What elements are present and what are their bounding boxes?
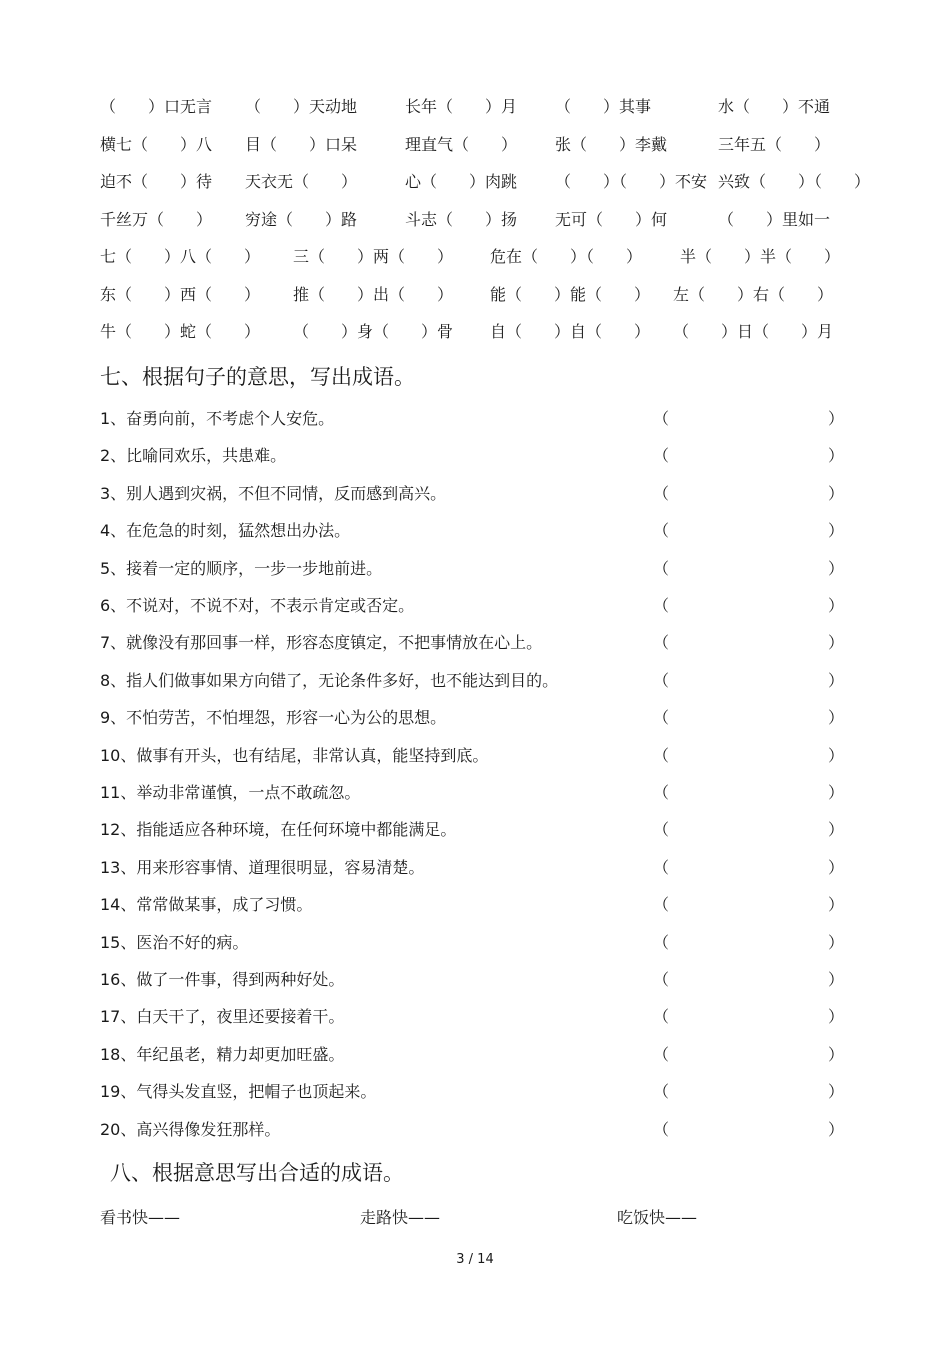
answer-open-paren[interactable]: （ [653,559,670,578]
answer-close-paren: ） [828,933,845,952]
prompt-read-fast: 看书快—— [100,1208,181,1227]
idiom-blank[interactable]: 兴致（ ）（ ） [718,172,871,191]
idiom-blank[interactable]: 推（ ）出（ ） [293,285,454,304]
prompt-walk-fast: 走路快—— [360,1208,441,1227]
answer-open-paren[interactable]: （ [653,1120,670,1139]
idiom-blank[interactable]: 三年五（ ） [718,135,831,154]
answer-close-paren: ） [828,446,845,465]
answer-open-paren[interactable]: （ [653,671,670,690]
question-item: 20、高兴得像发狂那样。 [100,1120,281,1139]
question-item: 15、医治不好的病。 [100,933,249,952]
answer-open-paren[interactable]: （ [653,484,670,503]
idiom-blank[interactable]: 斗志（ ）扬 [405,210,518,229]
question-item: 12、指能适应各种环境，在任何环境中都能满足。 [100,820,457,839]
answer-close-paren: ） [828,596,845,615]
idiom-blank[interactable]: 水（ ）不通 [718,97,831,116]
answer-open-paren[interactable]: （ [653,446,670,465]
idiom-blank[interactable]: 半（ ）半（ ） [680,247,841,266]
prompt-eat-fast: 吃饭快—— [617,1208,698,1227]
page-number: 3 / 14 [456,1252,494,1267]
answer-open-paren[interactable]: （ [653,1007,670,1026]
question-item: 2、比喻同欢乐，共患难。 [100,446,287,465]
question-item: 9、不怕劳苦，不怕埋怨，形容一心为公的思想。 [100,708,447,727]
answer-close-paren: ） [828,1045,845,1064]
answer-open-paren[interactable]: （ [653,1082,670,1101]
answer-open-paren[interactable]: （ [653,820,670,839]
idiom-blank[interactable]: （ ）日（ ）月 [673,322,834,341]
question-item: 14、常常做某事，成了习惯。 [100,895,313,914]
question-item: 8、指人们做事如果方向错了，无论条件多好，也不能达到目的。 [100,671,559,690]
answer-close-paren: ） [828,970,845,989]
idiom-blank[interactable]: 长年（ ）月 [405,97,518,116]
idiom-blank[interactable]: 千丝万（ ） [100,210,213,229]
idiom-blank[interactable]: 三（ ）两（ ） [293,247,454,266]
idiom-blank[interactable]: 能（ ）能（ ） [490,285,651,304]
idiom-blank[interactable]: （ ）口无言 [100,97,213,116]
idiom-blank[interactable]: 心（ ）肉跳 [405,172,518,191]
answer-open-paren[interactable]: （ [653,596,670,615]
answer-open-paren[interactable]: （ [653,633,670,652]
question-item: 11、举动非常谨慎，一点不敢疏忽。 [100,783,361,802]
idiom-blank[interactable]: 横七（ ）八 [100,135,213,154]
idiom-blank[interactable]: （ ）天动地 [245,97,358,116]
idiom-blank[interactable]: 穷途（ ）路 [245,210,358,229]
question-item: 1、奋勇向前，不考虑个人安危。 [100,409,335,428]
idiom-blank[interactable]: 牛（ ）蛇（ ） [100,322,261,341]
section-7-title: 七、根据句子的意思，写出成语。 [100,365,415,389]
idiom-blank[interactable]: 迫不（ ）待 [100,172,213,191]
idiom-blank[interactable]: （ ）里如一 [718,210,831,229]
answer-close-paren: ） [828,1007,845,1026]
question-item: 6、不说对，不说不对，不表示肯定或否定。 [100,596,415,615]
question-item: 5、接着一定的顺序，一步一步地前进。 [100,559,383,578]
answer-close-paren: ） [828,746,845,765]
question-item: 18、年纪虽老，精力却更加旺盛。 [100,1045,345,1064]
idiom-blank[interactable]: 左（ ）右（ ） [673,285,834,304]
answer-open-paren[interactable]: （ [653,895,670,914]
question-item: 7、就像没有那回事一样，形容态度镇定，不把事情放在心上。 [100,633,543,652]
idiom-blank[interactable]: （ ）身（ ）骨 [293,322,454,341]
answer-close-paren: ） [828,521,845,540]
section-8-title: 八、根据意思写出合适的成语。 [110,1161,404,1185]
question-item: 19、气得头发直竖，把帽子也顶起来。 [100,1082,377,1101]
answer-close-paren: ） [828,858,845,877]
question-item: 3、别人遇到灾祸，不但不同情，反而感到高兴。 [100,484,447,503]
idiom-blank[interactable]: （ ）（ ）不安 [555,172,708,191]
answer-open-paren[interactable]: （ [653,409,670,428]
idiom-blank[interactable]: 危在（ ）（ ） [490,247,643,266]
question-item: 17、白天干了，夜里还要接着干。 [100,1007,345,1026]
answer-close-paren: ） [828,633,845,652]
idiom-blank[interactable]: 目（ ）口呆 [245,135,358,154]
idiom-blank[interactable]: 东（ ）西（ ） [100,285,261,304]
answer-open-paren[interactable]: （ [653,783,670,802]
answer-close-paren: ） [828,559,845,578]
answer-open-paren[interactable]: （ [653,746,670,765]
answer-close-paren: ） [828,783,845,802]
answer-close-paren: ） [828,1082,845,1101]
answer-close-paren: ） [828,409,845,428]
answer-open-paren[interactable]: （ [653,933,670,952]
answer-close-paren: ） [828,484,845,503]
answer-open-paren[interactable]: （ [653,521,670,540]
answer-close-paren: ） [828,895,845,914]
question-item: 4、在危急的时刻，猛然想出办法。 [100,521,351,540]
answer-close-paren: ） [828,671,845,690]
answer-close-paren: ） [828,1120,845,1139]
idiom-blank[interactable]: 张（ ）李戴 [555,135,668,154]
question-item: 10、做事有开头，也有结尾，非常认真，能坚持到底。 [100,746,489,765]
answer-open-paren[interactable]: （ [653,1045,670,1064]
question-item: 13、用来形容事情、道理很明显，容易清楚。 [100,858,425,877]
idiom-blank[interactable]: 自（ ）自（ ） [490,322,651,341]
idiom-blank[interactable]: 天衣无（ ） [245,172,358,191]
idiom-blank[interactable]: 无可（ ）何 [555,210,668,229]
answer-open-paren[interactable]: （ [653,708,670,727]
answer-open-paren[interactable]: （ [653,858,670,877]
idiom-blank[interactable]: （ ）其事 [555,97,652,116]
answer-close-paren: ） [828,820,845,839]
idiom-blank[interactable]: 七（ ）八（ ） [100,247,261,266]
answer-open-paren[interactable]: （ [653,970,670,989]
idiom-blank[interactable]: 理直气（ ） [405,135,518,154]
answer-close-paren: ） [828,708,845,727]
question-item: 16、做了一件事，得到两种好处。 [100,970,345,989]
